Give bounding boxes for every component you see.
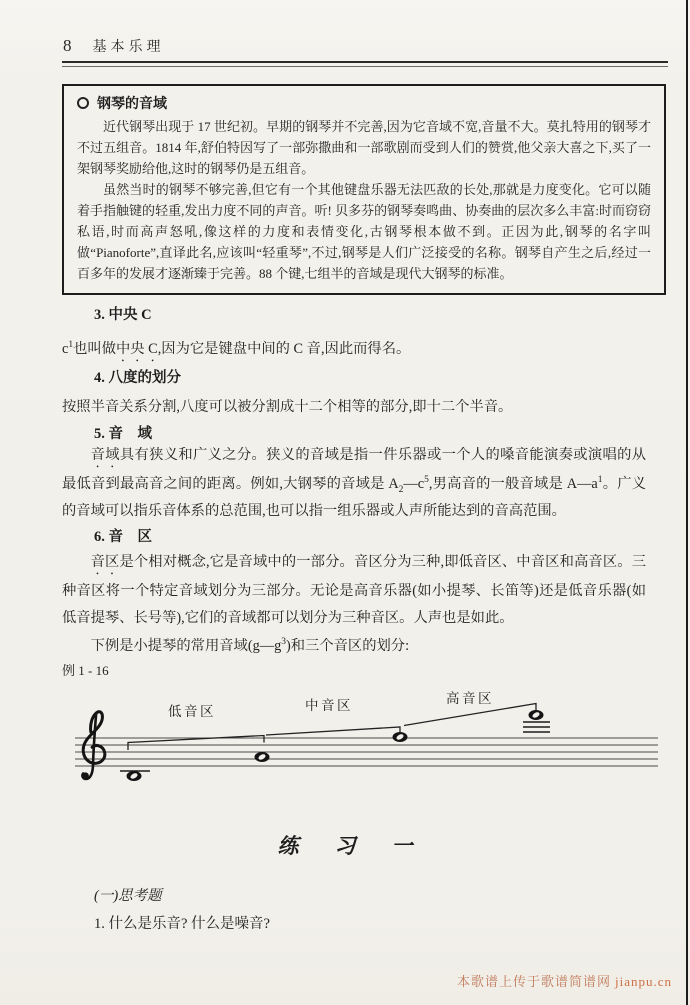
- staff-lines: [75, 738, 658, 766]
- header-rule: [62, 61, 668, 67]
- label-middle-register: 中音区: [305, 698, 353, 713]
- sec5-superscript-a1: 1: [597, 475, 603, 486]
- section3-body: [62, 336, 646, 365]
- term-yinyu: 音域: [90, 447, 120, 463]
- infobox-title-row: [77, 93, 651, 113]
- sec5-text-2: —c: [403, 476, 425, 492]
- section5-heading: 5. 音 域: [94, 426, 152, 442]
- exercise-one-title: 练习一: [277, 834, 449, 858]
- page-number: 8: [63, 36, 73, 55]
- ledger-lines: [120, 722, 550, 771]
- whole-note-g: [127, 771, 142, 781]
- infobox-paragraph-2: 虽然当时的钢琴不够完善,但它有一个其他键盘乐器无法匹敌的长处,那就是力度变化。它可以随着手指触键的轻重,发出力度不同的声音。听! 贝多芬的钢琴奏鸣曲、协奏曲的层次多么丰富:时而窃窃私语,时而高声怒吼,像这样的力度和表情变化,古钢琴根本做不到。正因为此,钢琴的名字叫做“Pianoforte”,直译此名,应该叫“轻重琴”,不过,钢琴是人们广泛接受的名称。钢琴自产生之后,经过一百多年的发展才逐渐臻于完善。88 个键,七组半的音域是现代大钢琴的标准。: [77, 182, 651, 281]
- page-header: [63, 36, 165, 56]
- ring-bullet-icon: [77, 97, 89, 109]
- violin-superscript-g3: 3: [281, 637, 286, 648]
- example-number: 例 1 - 16: [62, 663, 109, 678]
- sec3-text-pre: c: [62, 341, 69, 357]
- term-central-c: 中央 C: [116, 341, 158, 357]
- label-high-register: 高音区: [446, 691, 494, 706]
- infobox-title: 钢琴的音域: [97, 95, 167, 111]
- music-staff-figure: [62, 683, 662, 791]
- piano-range-infobox: [62, 84, 666, 295]
- sec5-superscript-c5: 5: [424, 475, 429, 486]
- violin-text-2: )和三个音区的划分:: [285, 638, 410, 654]
- section6-body: [62, 549, 646, 631]
- infobox-paragraph-1: 近代钢琴出现于 17 世纪初。早期的钢琴并不完善,因为它音域不宽,音量不大。莫扎特用的钢琴才不过五组音。1814 年,舒伯特因写了一部弥撒曲和一部歌剧而受到人们的赞赏,他父亲大喜之下,买了一架钢琴奖励给他,这时的钢琴仍是五组音。: [77, 119, 651, 176]
- section4-body: 按照半音关系分割,八度可以被分割成十二个相等的部分,即十二个半音。: [62, 399, 513, 415]
- book-title: 基本乐理: [92, 40, 165, 55]
- whole-note-low-mid-boundary: [255, 752, 270, 762]
- watermark-site: jianpu.cn: [614, 974, 672, 989]
- sec5-text-4: 。广义的音域可以指乐音体系的总范围,也可以指一组乐器或人声所能达到的音高范围。: [62, 476, 646, 519]
- sec3-superscript: 1: [68, 340, 74, 351]
- section3-heading: 3. 中央 C: [94, 307, 152, 323]
- thinking-questions-label: (一)思考题: [94, 888, 162, 904]
- term-yinqu: 音区: [90, 554, 120, 570]
- whole-note-g3: [529, 710, 544, 720]
- label-low-register: 低音区: [168, 704, 216, 719]
- sec6-text: 是个相对概念,它是音域中的一部分。音区分为三种,即低音区、中音区和高音区。三种音区将一个特定音域划分为三部分。无论是高音乐器(如小提琴、长笛等)还是低音乐器(如低音提琴、长号等),它们的音域都可以划分为三种音区。人声也是如此。: [62, 554, 646, 626]
- watermark-text: 本歌谱上传于歌谱简谱网: [456, 974, 611, 989]
- section4-heading: 4. 八度的划分: [94, 370, 181, 386]
- sec5-subscript-a2: 2: [398, 484, 404, 495]
- violin-text-1: 下例是小提琴的常用音域(g—g: [90, 638, 282, 654]
- treble-clef-icon: [82, 712, 105, 779]
- sec5-text-3: ,男高音的一般音域是 A—a: [428, 476, 598, 492]
- section5-body: [62, 442, 646, 524]
- sec5-text-1: 具有狭义和广义之分。狭义的音域是指一件乐器或一个人的嗓音能演奏或演唱的从最低音到最高音之间的距离。例如,大钢琴的音域是 A: [62, 447, 646, 492]
- sec3-text-mid: 也叫做: [73, 341, 116, 357]
- question-1: 1. 什么是乐音? 什么是噪音?: [94, 916, 270, 932]
- watermark: [457, 971, 672, 990]
- section6-heading: 6. 音 区: [94, 529, 152, 545]
- sec3-text-post: ,因为它是键盘中间的 C 音,因此而得名。: [157, 341, 411, 357]
- whole-note-mid-high-boundary: [393, 732, 408, 742]
- violin-range-line: [62, 633, 646, 660]
